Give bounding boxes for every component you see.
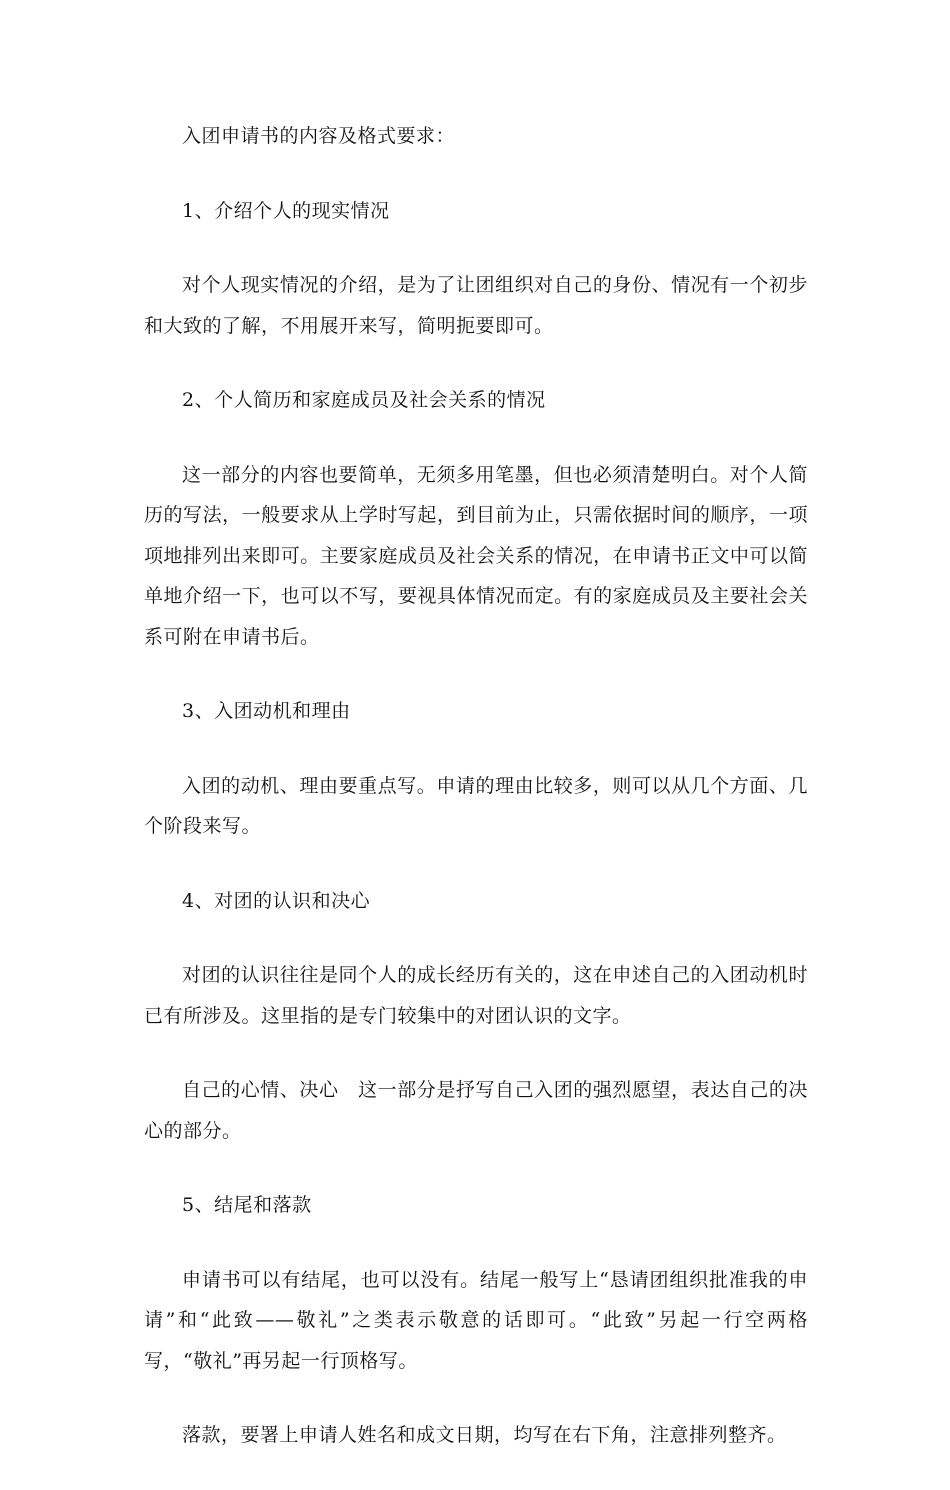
section-2-paragraph-1: 这一部分的内容也要简单，无须多用笔墨，但也必须清楚明白。对个人简历的写法，一般要求从上学时写起，到目前为止，只需依据时间的顺序，一项项地排列出来即可。主要家庭成员及社会关系的情况，在申请书正文中可以简单地介绍一下，也可以不写，要视具体情况而定。有的家庭成员及主要社会关系可附在申请书后。	[144, 463, 808, 648]
section-4-paragraph-1: 对团的认识往往是同个人的成长经历有关的，这在申述自己的入团动机时已有所涉及。这里指的是专门较集中的对团认识的文字。	[144, 964, 808, 1027]
section-5-paragraph-2: 落款，要署上申请人姓名和成文日期，均写在右下角，注意排列整齐。	[182, 1424, 787, 1446]
document-intro: 入团申请书的内容及格式要求：	[182, 125, 456, 147]
section-heading-4: 4、对团的认识和决心	[182, 889, 371, 912]
section-4-paragraph-2: 自己的心情、决心 这一部分是抒写自己入团的强烈愿望，表达自己的决心的部分。	[144, 1079, 808, 1142]
section-3-paragraph-1: 入团的动机、理由要重点写。申请的理由比较多，则可以从几个方面、几个阶段来写。	[144, 774, 808, 837]
section-heading-3: 3、入团动机和理由	[182, 700, 351, 722]
section-heading-2: 2、个人简历和家庭成员及社会关系的情况	[182, 389, 546, 411]
section-1-paragraph-1: 对个人现实情况的介绍，是为了让团组织对自己的身份、情况有一个初步和大致的了解，不用展开来写，简明扼要即可。	[144, 274, 808, 337]
section-heading-1: 1、介绍个人的现实情况	[182, 199, 390, 222]
document-body	[144, 116, 808, 1490]
section-5-paragraph-1: 申请书可以有结尾，也可以没有。结尾一般写上“恳请团组织批准我的申请”和“此致——敬礼”之类表示敬意的话即可。“此致”另起一行空两格写，“敬礼”再另起一行顶格写。	[144, 1268, 808, 1372]
section-heading-5: 5、结尾和落款	[182, 1194, 312, 1216]
